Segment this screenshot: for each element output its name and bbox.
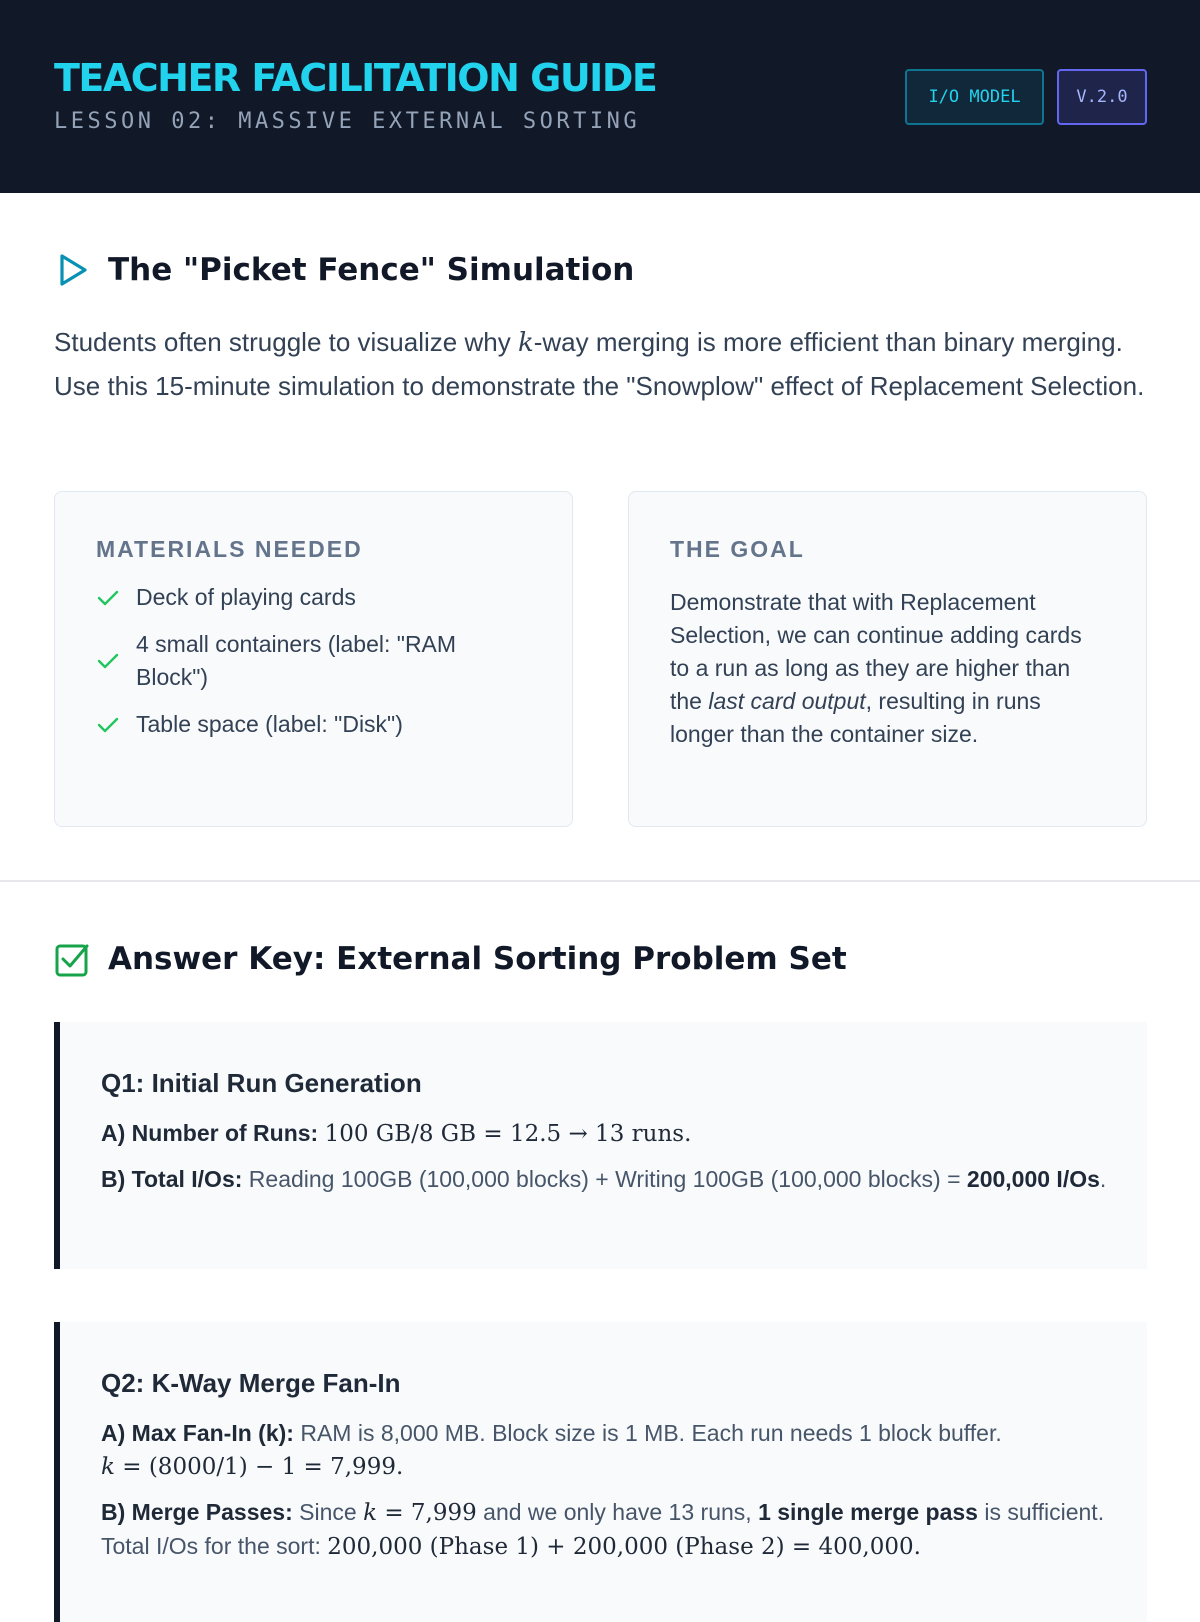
materials-title: MATERIALS NEEDED [96,536,363,562]
play-icon [54,252,90,288]
list-item: Table space (label: "Disk") [96,708,536,741]
io-model-badge: I/O MODEL [905,69,1044,125]
math-k: k [517,328,534,358]
page-subtitle: LESSON 02: MASSIVE EXTERNAL SORTING [54,109,641,134]
goal-title: THE GOAL [670,536,805,562]
goal-text: Demonstrate that with Replacement Selection, we can continue adding cards to a run as long as they are higher than the last card output, resulting in runs longer than the container size. [670,589,1082,747]
simulation-intro: Students often struggle to visualize why k-way merging is more efficient than binary merging. Use this 15-minute simulation to demonstrate the "Snowplow" effect of Replacement Selection. [54,327,1145,401]
answer-key-heading [54,941,847,977]
goal-card [628,491,1147,827]
question-title: Q2: K-Way Merge Fan-In [101,1368,401,1398]
checkbox-icon [54,941,90,977]
check-icon [96,713,120,737]
page-header [0,0,1200,193]
check-icon [96,586,120,610]
answer-part-a: A) Number of Runs: 100 GB/8 GB = 12.5 → 13 runs. [101,1120,692,1147]
list-item: 4 small containers (label: "RAM Block") [96,628,536,694]
question-card-q2 [54,1322,1147,1622]
page-title: TEACHER FACILITATION GUIDE [54,56,657,100]
answer-key-title: Answer Key: External Sorting Problem Set [108,941,847,977]
section-divider [0,880,1200,882]
check-icon [96,649,120,673]
simulation-heading [54,252,634,288]
answer-part-a: A) Max Fan-In (k): RAM is 8,000 MB. Block size is 1 MB. Each run needs 1 block buffer. k = (8000/1) − 1 = 7,999. [101,1420,1002,1480]
materials-list [96,581,536,755]
simulation-title: The "Picket Fence" Simulation [108,252,635,288]
list-item: Deck of playing cards [96,581,536,614]
question-card-q1 [54,1022,1147,1269]
answer-part-b: B) Total I/Os: Reading 100GB (100,000 blocks) + Writing 100GB (100,000 blocks) = 200,000 I/Os. [101,1166,1107,1192]
answer-part-b: B) Merge Passes: Since k = 7,999 and we only have 13 runs, 1 single merge pass is sufficient. Total I/Os for the sort: 200,000 (Phase 1) + 200,000 (Phase 2) = 400,000. [101,1499,1105,1560]
question-title: Q1: Initial Run Generation [101,1068,422,1098]
materials-card [54,491,573,827]
version-badge: V.2.0 [1057,69,1147,125]
